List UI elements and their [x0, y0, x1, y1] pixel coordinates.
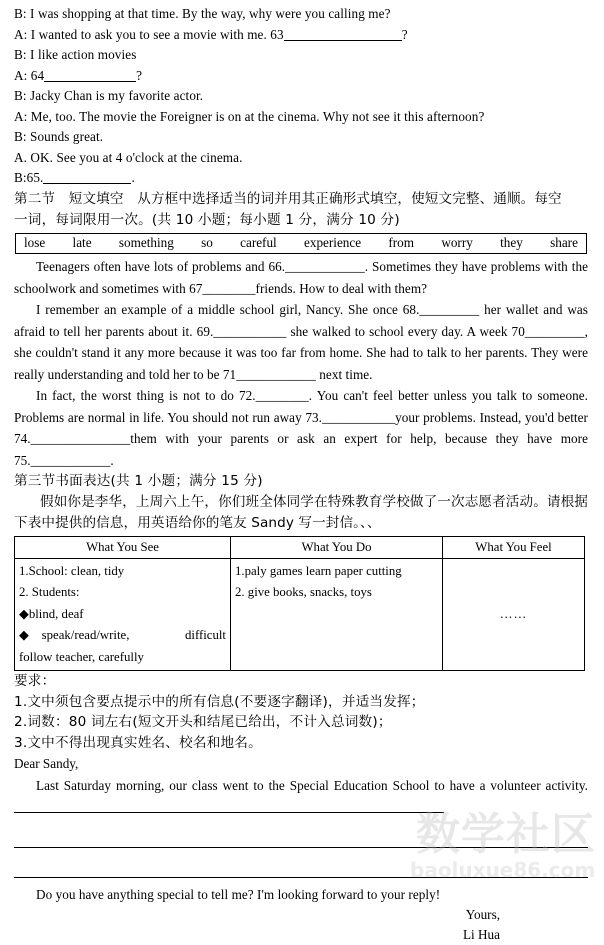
letter-signer: Li Hua	[463, 927, 500, 942]
see-item: ◆blind, deaf	[19, 606, 84, 621]
cloze-paragraph: Teenagers often have lots of problems and 66.____________. Sometimes they have problems with the schoolwork and sometimes with 67________friends. How to deal with them?	[14, 259, 588, 296]
word-bank-item[interactable]: they	[500, 235, 523, 250]
section3-heading: 第三节书面表达(共 1 小题；满分 15 分)	[14, 473, 263, 489]
word-bank-item[interactable]: from	[388, 235, 415, 250]
dialogue-text: B: Sounds great.	[14, 129, 104, 144]
word-bank-item[interactable]: so	[201, 235, 213, 250]
see-item-right: difficult	[185, 628, 226, 642]
dialogue-text: A. OK. See you at 4 o'clock at the cinema.	[14, 149, 243, 165]
cloze-passage	[14, 256, 588, 471]
watermark-url: baoluxue86.com	[410, 858, 596, 882]
requirement-item: 3.文中不得出现真实姓名、校名和地名。	[14, 734, 262, 751]
section3-prompt: 假如你是李华，上周六上午，你们班全体同学在特殊教育学校做了一次志愿者活动。请根据下表中提供的信息，用英语给你的笔友 Sandy 写一封信。、、	[14, 493, 588, 531]
see-item: follow teacher, carefully	[19, 649, 144, 664]
answer-blank-63[interactable]	[284, 29, 402, 41]
section2-heading-line1: 第二节 短文填空 从方框中选择适当的词并用其正确形式填空，使短文完整、通顺。每空	[14, 190, 562, 207]
letter-opening-text: Last Saturday morning, our class went to the Special Education School to have a volunteer activity.	[36, 777, 588, 793]
letter-closing: Do you have anything special to tell me? I'm looking forward to your reply!	[36, 886, 441, 902]
see-item: 1.School: clean, tidy	[19, 563, 125, 578]
dialogue-line	[14, 4, 588, 25]
requirements-title: 要求：	[14, 673, 56, 689]
do-item: 2. give books, snacks, toys	[235, 585, 372, 599]
dialogue-line	[14, 127, 588, 148]
letter-block	[14, 753, 588, 945]
answer-blank-64[interactable]	[44, 70, 136, 82]
dialogue-text-tail: ?	[401, 26, 408, 42]
dialogue-text: B: I was shopping at that time. By the way, why were you calling me?	[14, 6, 391, 21]
requirement-item: 2.词数：80 词左右(短文开头和结尾已给出，不计入总词数)；	[14, 714, 392, 730]
word-bank-box	[15, 233, 587, 254]
do-item: 1.paly games learn paper cutting	[235, 563, 402, 578]
letter-signoff: Yours,	[465, 907, 500, 922]
writing-blank-line[interactable]	[14, 801, 444, 813]
dialogue-text: B: Jacky Chan is my favorite actor.	[14, 88, 204, 103]
dialogue-line	[14, 45, 588, 66]
dialogue-line	[14, 86, 588, 107]
word-bank-item[interactable]: experience	[304, 235, 362, 250]
requirement-item: 1.文中须包含要点提示中的所有信息(不要逐字翻译)，并适当发挥；	[14, 693, 425, 710]
info-table	[14, 536, 585, 672]
table-header-row	[15, 536, 585, 558]
table-row	[15, 558, 585, 671]
dialogue-text: B: I like action movies	[14, 47, 137, 62]
dialogue-text: A: Me, too. The movie the Foreigner is on at the cinema. Why not see it this afternoon?	[14, 108, 485, 124]
table-header-cell: What You Feel	[443, 536, 585, 558]
answer-blank-65[interactable]	[43, 172, 131, 184]
see-item	[19, 625, 226, 647]
see-item-left: ◆ speak/read/write,	[19, 628, 130, 642]
dialogue-line	[14, 66, 588, 87]
word-bank-item[interactable]: lose	[24, 235, 46, 250]
watermark-site-name: 数学社区	[416, 809, 596, 860]
cloze-paragraph: In fact, the worst thing is not to do 72.________. You can't feel better unless you talk to someone. Problems are normal in life. You should not run away 73.___________your problems. Instead, you'd better 74._______________them with your parents or ask an expert for help, because they have more 75.____________.	[14, 388, 588, 468]
dialogue-text-tail: .	[131, 170, 135, 185]
dialogue-line	[14, 168, 588, 189]
section2-heading-line2: 一词，每词限用一次。(共 10 小题；每小题 1 分，满分 10 分)	[14, 211, 400, 228]
dialogue-line	[14, 107, 588, 128]
dialogue-text: A: 64	[14, 67, 45, 83]
word-bank-item[interactable]: something	[118, 235, 174, 250]
dialogue-text: A: I wanted to ask you to see a movie with me. 63	[14, 26, 284, 42]
dialogue-line	[14, 148, 588, 169]
word-bank-item[interactable]: worry	[441, 235, 473, 250]
table-cell-what-you-feel: ……	[443, 558, 585, 671]
table-cell-what-you-see	[15, 558, 231, 671]
word-bank-item[interactable]: careful	[240, 235, 277, 250]
table-header-cell: What You Do	[231, 536, 443, 558]
section2-heading	[14, 189, 588, 231]
table-cell-what-you-do	[231, 558, 443, 671]
writing-blank-line[interactable]	[14, 857, 588, 878]
see-item: 2. Students:	[19, 585, 80, 599]
letter-opening	[14, 775, 588, 818]
letter-salutation: Dear Sandy,	[14, 756, 79, 771]
cloze-paragraph: I remember an example of a middle school girl, Nancy. She once 68._________ her wallet and was afraid to tell her parents about it. 69.___________ she walked to school every day. A week 70_________, she couldn't stand it any more because it was too far from home. She had to talk to her parents. They were really understanding and told her to be 71____________ next time.	[14, 302, 588, 382]
table-header-cell: What You See	[15, 536, 231, 558]
word-bank-item[interactable]: share	[550, 235, 578, 250]
requirements-block	[14, 671, 588, 753]
word-bank-item[interactable]: late	[72, 235, 92, 250]
dialogue-line	[14, 25, 588, 46]
dialogue-text-tail: ?	[136, 67, 143, 83]
writing-blank-line[interactable]	[14, 827, 588, 848]
dialogue-section	[14, 4, 588, 189]
dialogue-text: B:65.	[14, 170, 44, 185]
